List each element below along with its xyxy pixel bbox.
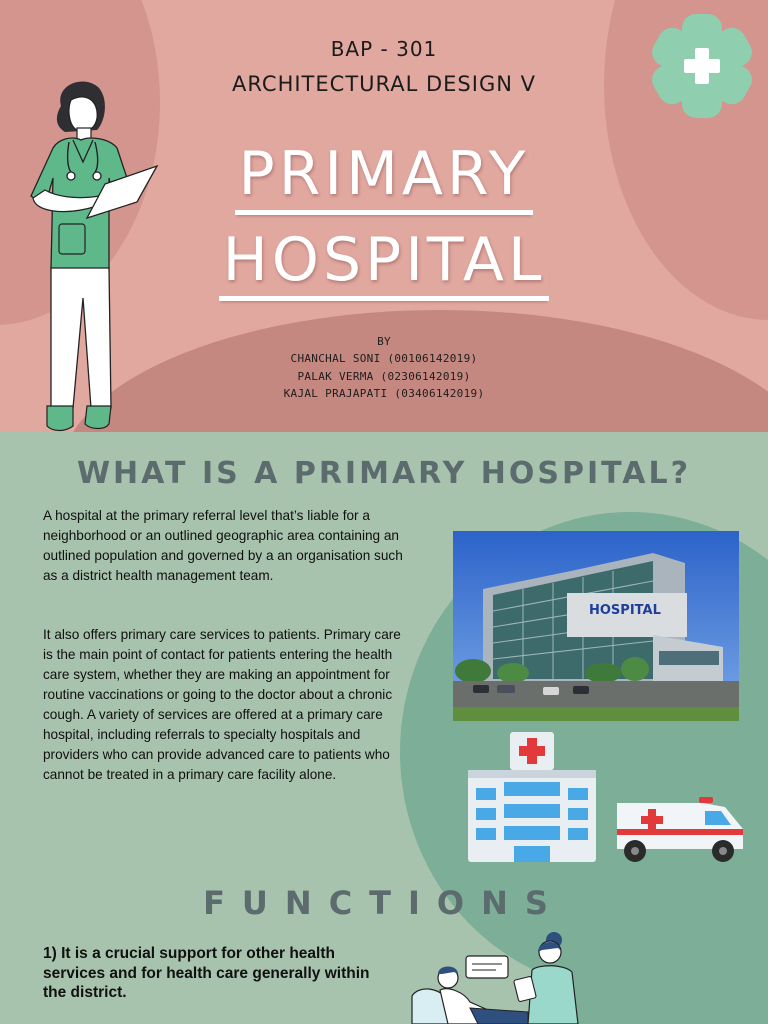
cover-banner <box>0 0 768 432</box>
svg-text:HOSPITAL: HOSPITAL <box>589 603 661 618</box>
function-item-1: 1) It is a crucial support for other health services and for health care generally within the district. <box>43 945 370 1001</box>
hospital-photo <box>453 531 739 721</box>
definition-paragraph: A hospital at the primary referral level that’s liable for a neighborhood or an outlined geographic area containing an outlined population and governed by a an organisation such as a district health management team. <box>43 508 403 583</box>
by-label: BY <box>377 335 391 348</box>
section-heading-functions: FUNCTIONS <box>203 884 565 922</box>
course-code: BAP - 301 <box>330 37 438 61</box>
author-3: KAJAL PRAJAPATI (03406142019) <box>283 387 485 400</box>
course-name: ARCHITECTURAL DESIGN V <box>232 72 536 96</box>
author-2: PALAK VERMA (02306142019) <box>297 370 471 383</box>
services-paragraph: It also offers primary care services to patients. Primary care is the main point of contact for patients entering the health care system, whether they are making an appointment for routine vaccinations or going to the doctor about a chronic cough. A variety of services are offered at a primary care hospital, including referrals to specialty hospitals and providers who can provide advanced care to patients who cannot be treated in a primary care facility alone. <box>43 627 401 782</box>
medical-cross-icon <box>648 12 756 120</box>
title-line-1: PRIMARY <box>0 144 768 215</box>
title-line-2: HOSPITAL <box>0 230 768 301</box>
doctor-patient-illustration <box>408 930 598 1024</box>
hospital-building-icon <box>466 730 598 862</box>
section-heading-what: WHAT IS A PRIMARY HOSPITAL? <box>76 456 692 491</box>
ambulance-icon <box>615 795 745 863</box>
author-1: CHANCHAL SONI (00106142019) <box>290 352 478 365</box>
